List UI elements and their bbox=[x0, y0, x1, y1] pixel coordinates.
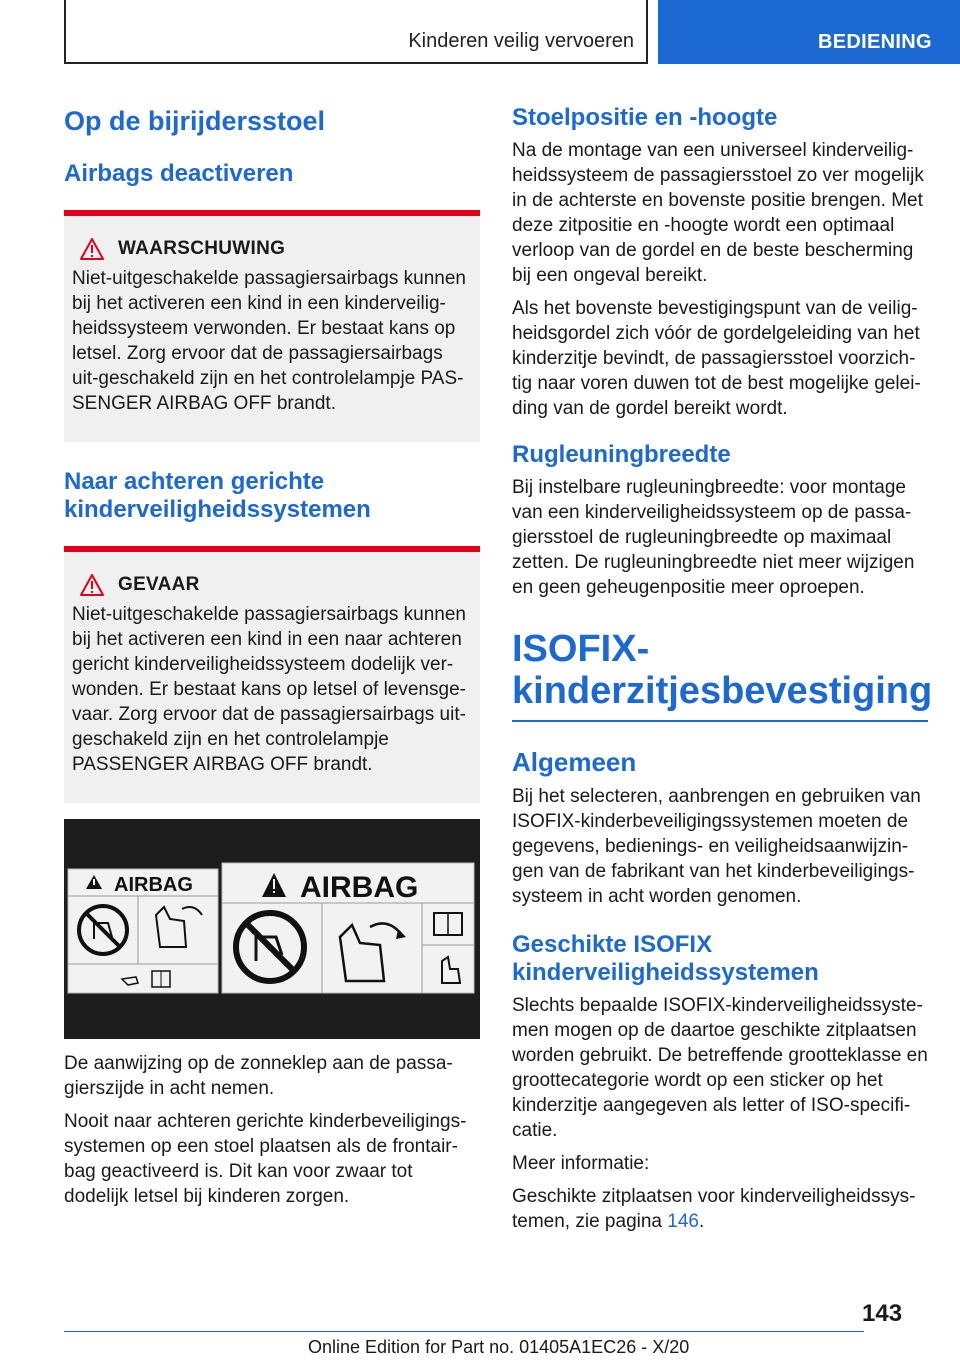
isofix-title-rule bbox=[512, 720, 928, 722]
isofix-title-line2: kinderzitjesbevestiging bbox=[512, 670, 933, 712]
paragraph-more-info: Meer informatie: bbox=[512, 1153, 650, 1174]
cross-reference-text: Geschikte zitplaatsen voor kinderveiligheidssys-temen, zie pagina bbox=[512, 1186, 916, 1232]
page-number: 143 bbox=[862, 1300, 903, 1327]
airbag-sticker-image bbox=[64, 819, 480, 1039]
paragraph-never-rear-facing: Nooit naar achteren gerichte kinderbeveiligings-systemen op een stoel plaatsen als de frontair-bag geactiveerd is. Dit kan voor zwaar tot dodelijk letsel bij kinderen zorgen. bbox=[64, 1111, 467, 1207]
subheading-suitable-isofix-line2: kinderveiligheidssystemen bbox=[512, 959, 819, 986]
header-section-title: Kinderen veilig vervoeren bbox=[408, 30, 634, 52]
header-chapter-title: BEDIENING bbox=[818, 31, 932, 53]
subheading-rear-facing bbox=[64, 468, 480, 524]
danger-box bbox=[64, 546, 480, 803]
subheading-suitable-isofix bbox=[512, 931, 928, 987]
danger-text: Niet-uitgeschakelde passagiersairbags kunnen bij het activeren een kind in een naar achteren gericht kinderveiligheidssysteem dodelijk ver-wonden. Er bestaat kans op letsel of levensge-vaar. Zorg ervoor dat de passagiersairbags uit-geschakeld zijn en het controlelampje PASSENGER AIRBAG OFF brandt. bbox=[72, 604, 466, 775]
header-section-box bbox=[64, 0, 648, 64]
airbag-sticker-illustration bbox=[64, 819, 480, 1039]
left-column bbox=[64, 100, 480, 1209]
paragraph-seat-position-2: Als het bovenste bevestigingspunt van de veilig-heidsgordel zich vóór de gordelgeleiding van het kinderzitje bevindt, de passagiersstoel voorzich-tig naar voren duwen tot de best mogelijke gelei-ding van de gordel bereikt wordt. bbox=[512, 298, 921, 419]
subheading-seat-position: Stoelpositie en -hoogte bbox=[512, 104, 778, 131]
warning-text: Niet-uitgeschakelde passagiersairbags kunnen bij het activeren een kind in een kinderveilig-heidssysteem verwonden. Er bestaat kans op letsel. Zorg ervoor dat de passagiersairbags uit-geschakeld zijn en het controlelampje PAS-SENGER AIRBAG OFF brandt. bbox=[72, 268, 466, 414]
header-chapter-tab bbox=[658, 0, 960, 64]
cross-reference-end: . bbox=[698, 1211, 705, 1232]
isofix-section-title bbox=[512, 628, 933, 722]
danger-triangle-icon bbox=[80, 574, 104, 596]
section-heading-passenger-seat: Op de bijrijdersstoel bbox=[64, 106, 326, 136]
right-column bbox=[512, 100, 933, 1234]
isofix-title-line1: ISOFIX- bbox=[512, 628, 650, 670]
page-146-link[interactable]: 146 bbox=[667, 1211, 699, 1232]
paragraph-suitable-isofix: Slechts bepaalde ISOFIX-kinderveiligheidssyste-men mogen op de daartoe geschikte zitplaatsen worden gebruikt. De betreffende grootteklasse en groottecategorie wordt op een sticker op het kinderzitje aangegeven als letter of ISO-specifi-catie. bbox=[512, 995, 928, 1141]
danger-title: GEVAAR bbox=[118, 574, 200, 595]
warning-box bbox=[64, 210, 480, 442]
subheading-backrest-width: Rugleuningbreedte bbox=[512, 441, 731, 468]
subheading-rear-facing-line1: Naar achteren gerichte bbox=[64, 468, 325, 495]
subheading-deactivate-airbags: Airbags deactiveren bbox=[64, 160, 294, 187]
footer-rule bbox=[64, 1331, 864, 1332]
paragraph-sun-visor: De aanwijzing op de zonneklep aan de passa-gierszijde in acht nemen. bbox=[64, 1053, 453, 1099]
subheading-general: Algemeen bbox=[512, 747, 637, 777]
warning-title: WAARSCHUWING bbox=[118, 238, 286, 259]
paragraph-seat-position-1: Na de montage van een universeel kinderveilig-heidssysteem de passagiersstoel zo ver mogelijk in de achterste en bovenste positie brengen. Met deze zitpositie en -hoogte wordt een optimaal verloop van de gordel en de beste bescherming bij een ongeval bereikt. bbox=[512, 140, 924, 286]
warning-triangle-icon bbox=[80, 238, 104, 260]
footer-edition: Online Edition for Part no. 01405A1EC26 - X/20 bbox=[308, 1337, 690, 1357]
paragraph-general: Bij het selecteren, aanbrengen en gebruiken van ISOFIX-kinderbeveiligingssystemen moeten de gegevens, bedienings- en veiligheidsaanwijzin-gen van de fabrikant van het kinderbeveiligings-systeem in acht worden genomen. bbox=[512, 786, 921, 907]
paragraph-cross-reference bbox=[512, 1184, 928, 1234]
sticker-label-small: AIRBAG bbox=[114, 874, 193, 896]
subheading-suitable-isofix-line1: Geschikte ISOFIX bbox=[512, 931, 713, 958]
subheading-rear-facing-line2: kinderveiligheidssystemen bbox=[64, 496, 371, 523]
paragraph-backrest-width: Bij instelbare rugleuningbreedte: voor montage van een kinderveiligheidssysteem op de passa-giersstoel de rugleuningbreedte op maximaal zetten. De rugleuningbreedte niet meer wijzigen en geen geheugenpositie meer oproepen. bbox=[512, 477, 915, 598]
sticker-label-large: AIRBAG bbox=[300, 871, 419, 904]
